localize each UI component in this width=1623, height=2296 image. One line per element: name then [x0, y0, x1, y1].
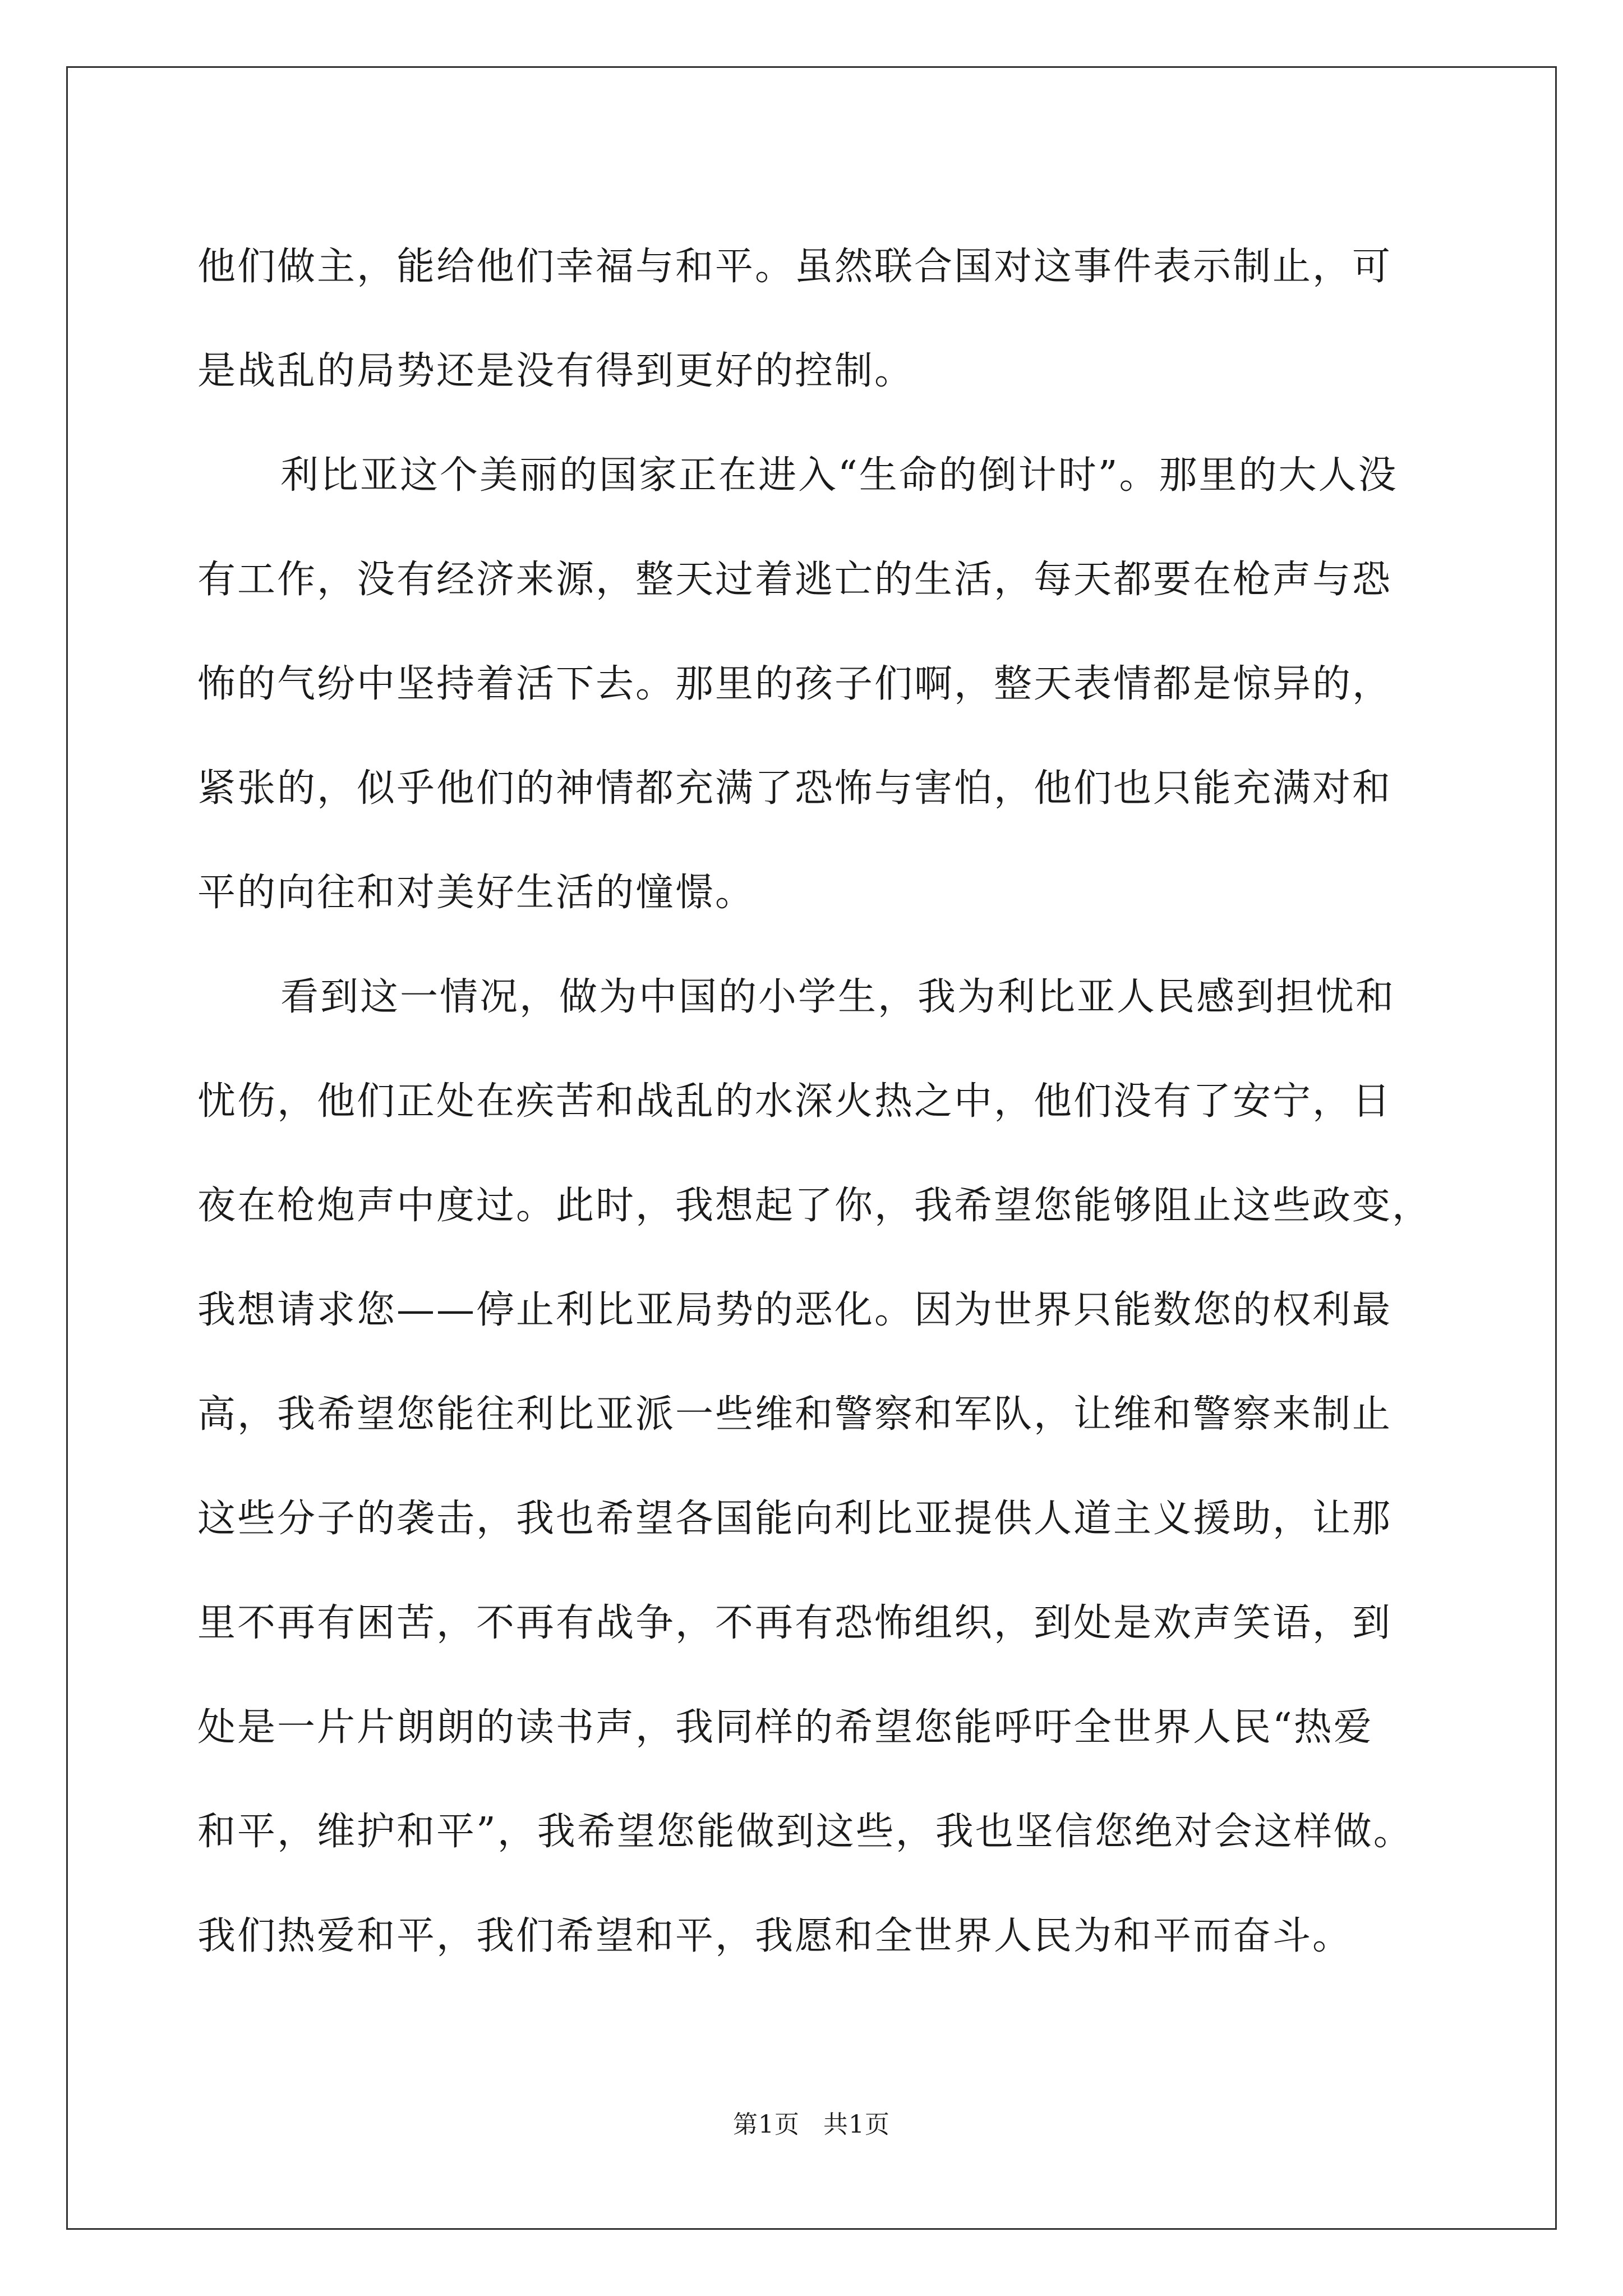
page-footer	[0, 2108, 1623, 2142]
document-body	[197, 215, 1450, 1989]
page-total: 共1页	[823, 2110, 890, 2139]
text-line: 我想请求您——停止利比亚局势的恶化。因为世界只能数您的权利最	[197, 1288, 1393, 1332]
text-line: 高，我希望您能往利比亚派一些维和警察和军队，让维和警察来制止	[197, 1392, 1393, 1437]
text-line: 夜在枪炮声中度过。此时，我想起了你，我希望您能够阻止这些政变，	[197, 1184, 1432, 1228]
text-line: 这些分子的袭击，我也希望各国能向利比亚提供人道主义援助，让那	[197, 1497, 1393, 1541]
text-line: 平的向往和对美好生活的憧憬。	[197, 871, 755, 915]
page-number: 第1页	[733, 2110, 800, 2139]
text-line: 是战乱的局势还是没有得到更好的控制。	[197, 349, 915, 393]
text-line: 我们热爱和平，我们希望和平，我愿和全世界人民为和平而奋斗。	[197, 1914, 1353, 1958]
text-line: 处是一片片朗朗的读书声，我同样的希望您能呼吁全世界人民“热爱	[197, 1705, 1373, 1750]
paragraph-start-line: 看到这一情况，做为中国的小学生，我为利比亚人民感到担忧和	[280, 975, 1396, 1019]
text-line: 里不再有困苦，不再有战争，不再有恐怖组织，到处是欢声笑语，到	[197, 1601, 1393, 1645]
paragraph-start-line: 利比亚这个美丽的国家正在进入“生命的倒计时”。那里的大人没	[280, 453, 1398, 498]
text-line: 他们做主，能给他们幸福与和平。虽然联合国对这事件表示制止，可	[197, 245, 1393, 289]
text-line: 怖的气纷中坚持着活下去。那里的孩子们啊，整天表情都是惊异的，	[197, 662, 1393, 706]
text-line: 和平，维护和平”，我希望您能做到这些，我也坚信您绝对会这样做。	[197, 1810, 1413, 1854]
text-line: 忧伤，他们正处在疾苦和战乱的水深火热之中，他们没有了安宁，日	[197, 1079, 1393, 1124]
text-line: 有工作，没有经济来源，整天过着逃亡的生活，每天都要在枪声与恐	[197, 558, 1393, 602]
text-line: 紧张的，似乎他们的神情都充满了恐怖与害怕，他们也只能充满对和	[197, 766, 1393, 811]
